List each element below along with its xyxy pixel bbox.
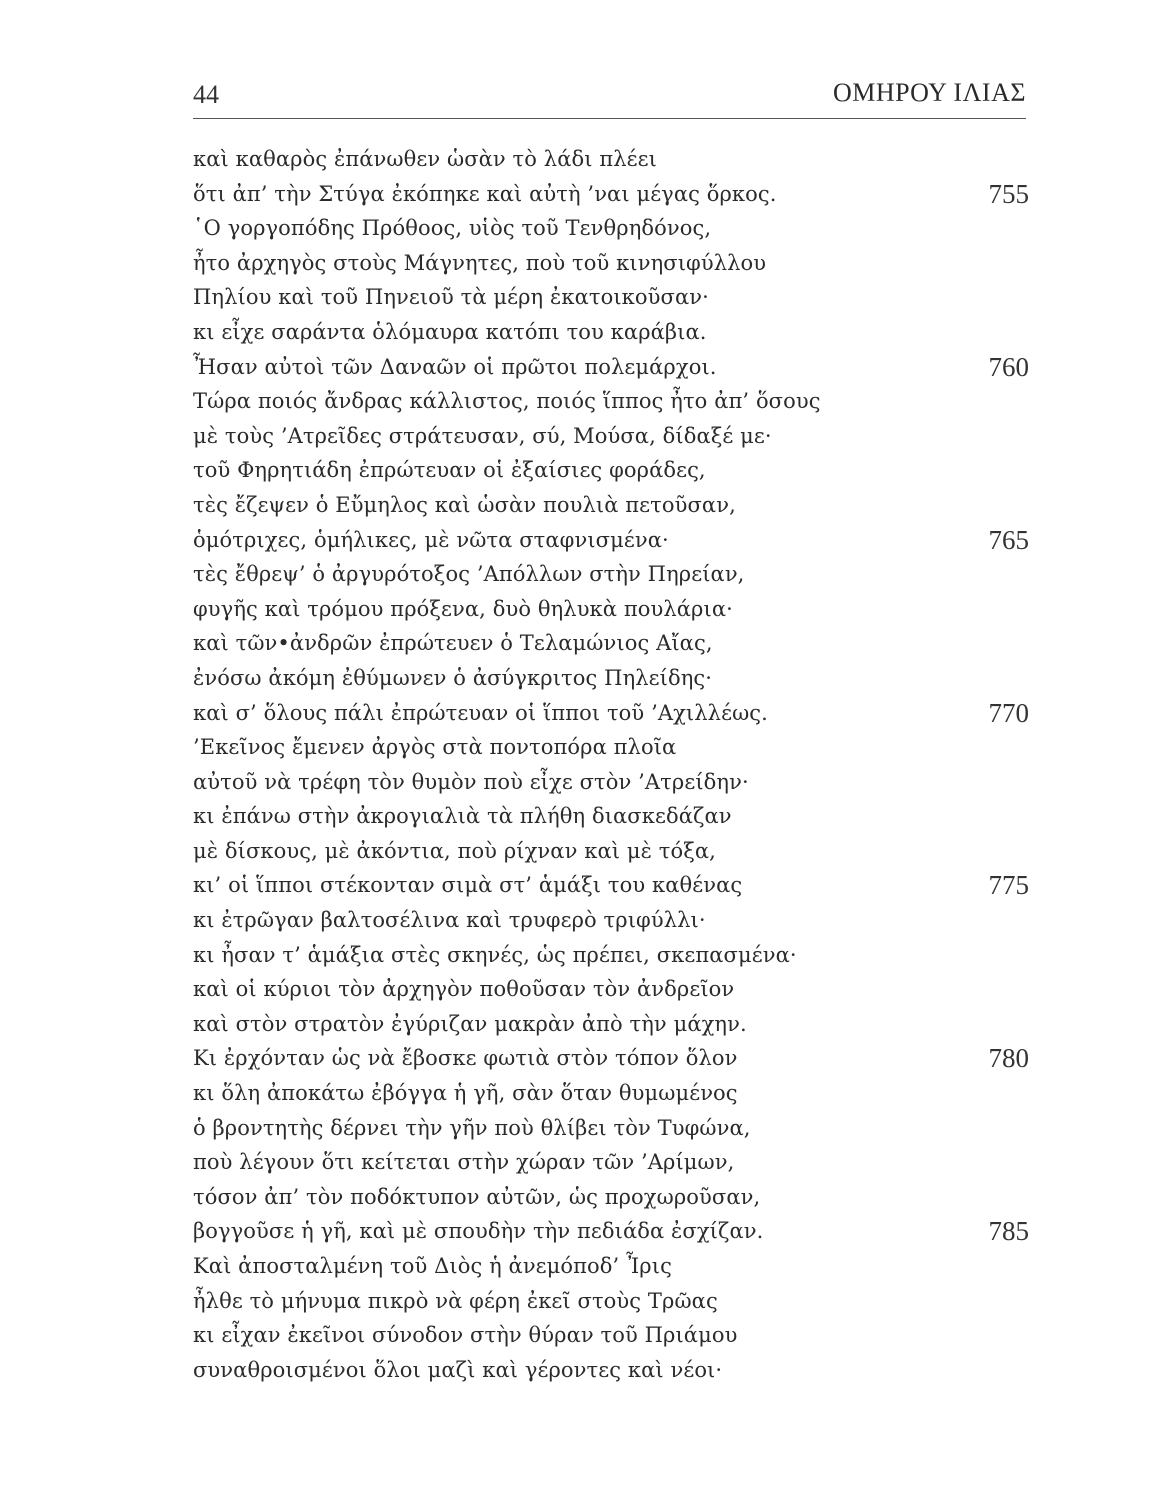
verse-line <box>0 419 1169 454</box>
verse-line <box>0 903 1169 938</box>
verse-text: Ἦσαν αὐτοὶ τῶν Δαναῶν οἱ πρῶτοι πολεμάρχοι. <box>193 354 717 379</box>
verse-text: ἦλθε τὸ μήνυμα πικρὸ νὰ φέρη ἐκεῖ στοὺς Τρῶας <box>193 1288 718 1313</box>
verse-line <box>0 384 1169 419</box>
verse-text: καὶ οἱ κύριοι τὸν ἀρχηγὸν ποθοῦσαν τὸν ἀνδρεῖον <box>193 977 735 1002</box>
verse-line <box>0 350 1169 385</box>
verse-text: καὶ τῶν•ἀνδρῶν ἐπρώτευεν ὁ Τελαμώνιος Αἴας, <box>193 631 713 656</box>
verse-text: τὲς ἔζεψεν ὁ Εὔμηλος καὶ ὡσὰν πουλιὰ πετοῦσαν, <box>193 492 736 517</box>
verse-text: κι ἐπάνω στὴν ἀκρογιαλιὰ τὰ πλήθη διασκεδάζαν <box>193 804 732 829</box>
verse-text: κι ἐτρῶγαν βαλτοσέλινα καὶ τρυφερὸ τριφύλλι· <box>193 908 706 933</box>
verse-text: ὁμότριχες, ὁμήλικες, μὲ νῶτα σταφνισμένα· <box>193 527 669 552</box>
verse-line <box>0 938 1169 973</box>
verse-line <box>0 868 1169 903</box>
verse-line <box>0 453 1169 488</box>
page-number: 44 <box>193 80 219 109</box>
verse-line <box>0 1353 1169 1388</box>
header-rule <box>193 118 1026 119</box>
verse-line <box>0 834 1169 869</box>
verse-line <box>0 1007 1169 1042</box>
verse-text: αὐτοῦ νὰ τρέφη τὸν θυμὸν ποὺ εἶχε στὸν ’Ατρείδην· <box>193 769 749 794</box>
verse-line <box>0 799 1169 834</box>
verse-text: ὁ βροντητὴς δέρνει τὴν γῆν ποὺ θλίβει τὸν Τυφώνα, <box>193 1115 751 1140</box>
verse-line <box>0 177 1169 212</box>
line-number: 785 <box>988 1216 1029 1247</box>
verse-line <box>0 557 1169 592</box>
verse-text: μὲ τοὺς ’Ατρεῖδες στράτευσαν, σύ, Μούσα, δίδαξέ με· <box>193 423 772 448</box>
verse-line <box>0 1180 1169 1215</box>
verse-text: φυγῆς καὶ τρόμου πρόξενα, δυὸ θηλυκὰ πουλάρια· <box>193 596 733 621</box>
verse-line <box>0 246 1169 281</box>
verse-line <box>0 142 1169 177</box>
verse-line <box>0 592 1169 627</box>
verse-line <box>0 1076 1169 1111</box>
verse-line <box>0 1284 1169 1319</box>
verse-line <box>0 696 1169 731</box>
line-number: 755 <box>988 178 1029 209</box>
verse-line <box>0 1041 1169 1076</box>
verse-text: τοῦ Φηρητιάδη ἐπρώτευαν οἱ ἐξαίσιες φοράδες, <box>193 458 706 483</box>
verse-line <box>0 1145 1169 1180</box>
verse-text: κι εἶχαν ἐκεῖνοι σύνοδον στὴν θύραν τοῦ Πριάμου <box>193 1323 738 1348</box>
verse-line <box>0 765 1169 800</box>
running-title: ΟΜΗΡΟΥ ΙΛΙΑΣ <box>832 78 1026 107</box>
verse-text: κι ἦσαν τ’ ἁμάξια στὲς σκηνές, ὡς πρέπει, σκεπασμένα· <box>193 942 797 967</box>
verse-line <box>0 972 1169 1007</box>
line-number: 770 <box>988 697 1029 728</box>
verse-text: Κι ἐρχόνταν ὡς νὰ ἔβοσκε φωτιὰ στὸν τόπον ὅλον <box>193 1046 738 1071</box>
verse-text: Τώρα ποιός ἄνδρας κάλλιστος, ποιός ἵππος ἦτο ἀπ’ ὅσους <box>193 389 821 414</box>
verse-text: καὶ καθαρὸς ἐπάνωθεν ὡσὰν τὸ λάδι πλέει <box>193 147 657 171</box>
line-number: 780 <box>988 1043 1029 1074</box>
verse-text: ποὺ λέγουν ὅτι κείτεται στὴν χώραν τῶν ’Αρίμων, <box>193 1150 735 1175</box>
verse-text: καὶ στὸν στρατὸν ἐγύριζαν μακρὰν ἀπὸ τὴν μάχην. <box>193 1011 747 1036</box>
verse-line <box>0 661 1169 696</box>
verse-text: μὲ δίσκους, μὲ ἀκόντια, ποὺ ρίχναν καὶ μὲ τόξα, <box>193 838 716 863</box>
verse-line <box>0 730 1169 765</box>
verse-line <box>0 1318 1169 1353</box>
verse-line <box>0 1214 1169 1249</box>
verse-text: Πηλίου καὶ τοῦ Πηνειοῦ τὰ μέρη ἐκατοικοῦσαν· <box>193 285 709 310</box>
verse-text: ῾Ο γοργοπόδης Πρόθοος, υἱὸς τοῦ Τενθρηδόνος, <box>193 216 712 241</box>
verse-text: ὅτι ἀπ’ τὴν Στύγα ἐκόπηκε καὶ αὐτὴ ’ναι μέγας ὅρκος. <box>193 181 777 206</box>
verse-line <box>0 488 1169 523</box>
verse-text: καὶ σ’ ὅλους πάλι ἐπρώτευαν οἱ ἵπποι τοῦ ’Αχιλλέως. <box>193 700 768 725</box>
verse-text: κι εἶχε σαράντα ὁλόμαυρα κατόπι του καράβια. <box>193 319 707 344</box>
verse-text: Καὶ ἀποσταλμένη τοῦ Διὸς ἡ ἀνεμόποδ’ Ἶρις <box>193 1254 672 1278</box>
verse-text: κι ὅλη ἀποκάτω ἐβόγγα ἡ γῆ, σὰν ὅταν θυμωμένος <box>193 1081 738 1106</box>
verse-line <box>0 626 1169 661</box>
poem-body <box>0 142 1169 1387</box>
verse-text: συναθροισμένοι ὅλοι μαζὶ καὶ γέροντες καὶ νέοι· <box>193 1357 723 1382</box>
verse-text: τόσον ἀπ’ τὸν ποδόκτυπον αὐτῶν, ὡς προχωροῦσαν, <box>193 1184 761 1209</box>
verse-line <box>0 315 1169 350</box>
verse-line <box>0 1111 1169 1146</box>
verse-line <box>0 523 1169 558</box>
line-number: 760 <box>988 351 1029 382</box>
verse-text: βογγοῦσε ἡ γῆ, καὶ μὲ σπουδὴν τὴν πεδιάδα ἐσχίζαν. <box>193 1219 764 1244</box>
line-number: 765 <box>988 524 1029 555</box>
verse-text: ἐνόσω ἀκόμη ἐθύμωνεν ὁ ἀσύγκριτος Πηλείδης· <box>193 665 713 690</box>
line-number: 775 <box>988 870 1029 901</box>
verse-text: κι’ οἱ ἵπποι στέκονταν σιμὰ στ’ ἁμάξι του καθένας <box>193 873 743 898</box>
verse-line <box>0 280 1169 315</box>
verse-text: ἦτο ἀρχηγὸς στοὺς Μάγνητες, ποὺ τοῦ κινησιφύλλου <box>193 250 767 275</box>
verse-line <box>0 211 1169 246</box>
verse-line <box>0 1249 1169 1284</box>
verse-text: τὲς ἔθρεψ’ ὁ ἀργυρότοξος ’Απόλλων στὴν Πηρείαν, <box>193 562 745 587</box>
verse-text: ’Εκεῖνος ἔμενεν ἀργὸς στὰ ποντοπόρα πλοῖα <box>193 735 677 760</box>
